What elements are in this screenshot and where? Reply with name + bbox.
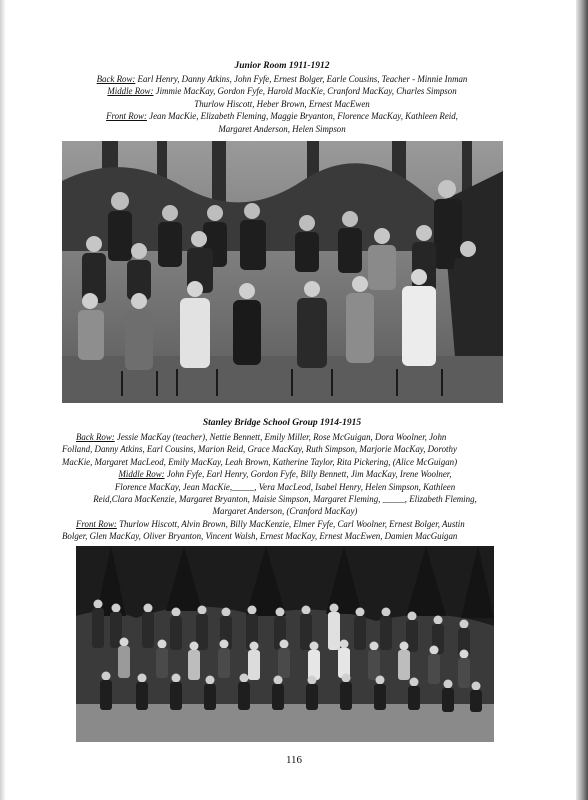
front-row-names: Thurlow Hiscott, Alvin Brown, Billy MacKenzie, Elmer Fyfe, Carl Woolner, Ernest Bolger, Austin: [119, 518, 465, 529]
back-row-names: Earl Henry, Danny Atkins, John Fyfe, Ernest Bolger, Earle Cousins, Teacher - Minnie Inman: [137, 74, 468, 84]
middle-row-label: Middle Row:: [118, 469, 165, 480]
page-number: 116: [285, 754, 303, 766]
back-row-label: Back Row:: [96, 74, 136, 84]
middle-row-names-cont: Florence MacKay, Jean MacKie,_____, Vera MacLeod, Isabel Henry, Helen Simpson, Kathleen: [114, 481, 456, 492]
back-row-label: Back Row:: [76, 432, 115, 442]
middle-row-names: Jimmie MacKay, Gordon Fyfe, Harold MacKie, Cranford MacKay, Charles Simpson: [155, 86, 457, 97]
back-row-names-cont2: MacKie, Margaret MacLeod, Emily MacKay, Leah Brown, Katherine Taylor, Rita Pickering, (Alice McGuigan): [62, 456, 458, 467]
section2-front-row: [62, 518, 508, 530]
middle-row-names-cont: Thurlow Hiscott, Heber Brown, Ernest MacEwen: [194, 98, 370, 109]
middle-row-names-cont2: Reid,Clara MacKenzie, Margaret Bryanton, Maisie Simpson, Margaret Fleming, _____, Elizabeth Fleming,: [93, 494, 477, 505]
junior-room-photo: [62, 141, 503, 403]
section1-middle-row: [56, 85, 508, 97]
section2-back-row: [62, 431, 508, 443]
front-row-label: Front Row:: [106, 111, 147, 122]
section2-middle-row: [62, 468, 508, 480]
front-row-names: Jean MacKie, Elizabeth Fleming, Maggie Bryanton, Florence MacKay, Kathleen Reid,: [149, 111, 458, 122]
section2-caption: [62, 431, 508, 543]
page-binding-shadow: [576, 0, 588, 800]
middle-row-label: Middle Row:: [107, 86, 154, 97]
back-row-names: Jessie MacKay (teacher), Nettie Bennett, Emily Miller, Rose McGuigan, Dora Woolner, John: [116, 432, 447, 442]
section1-back-row: [56, 73, 508, 85]
page-left-shadow: [0, 0, 6, 800]
back-row-names-cont: Folland, Danny Atkins, Earl Cousins, Marion Reid, Grace MacKay, Ruth Simpson, Marjorie MacKay, Dorothy: [62, 444, 457, 455]
front-row-label: Front Row:: [76, 518, 117, 529]
front-row-names-cont: Margaret Anderson, Helen Simpson: [218, 123, 346, 134]
school-group-photo-image: [76, 546, 494, 742]
section1-caption: [56, 73, 508, 135]
front-row-names-cont: Bolger, Glen MacKay, Oliver Bryanton, Vincent Walsh, Ernest MacKay, Ernest MacEwen, Damien MacGuigan: [62, 531, 458, 542]
junior-room-photo-image: [62, 141, 503, 403]
middle-row-names: John Fyfe, Earl Henry, Gordon Fyfe, Billy Bennett, Jim MacKay, Irene Woolner,: [166, 469, 452, 480]
section1-title: Junior Room 1911-1912: [234, 61, 330, 71]
school-group-photo: [76, 546, 494, 742]
section1-front-row: [56, 110, 508, 122]
section2-title: Stanley Bridge School Group 1914-1915: [202, 418, 362, 428]
middle-row-names-cont3: Margaret Anderson, (Cranford MacKay): [212, 506, 358, 517]
